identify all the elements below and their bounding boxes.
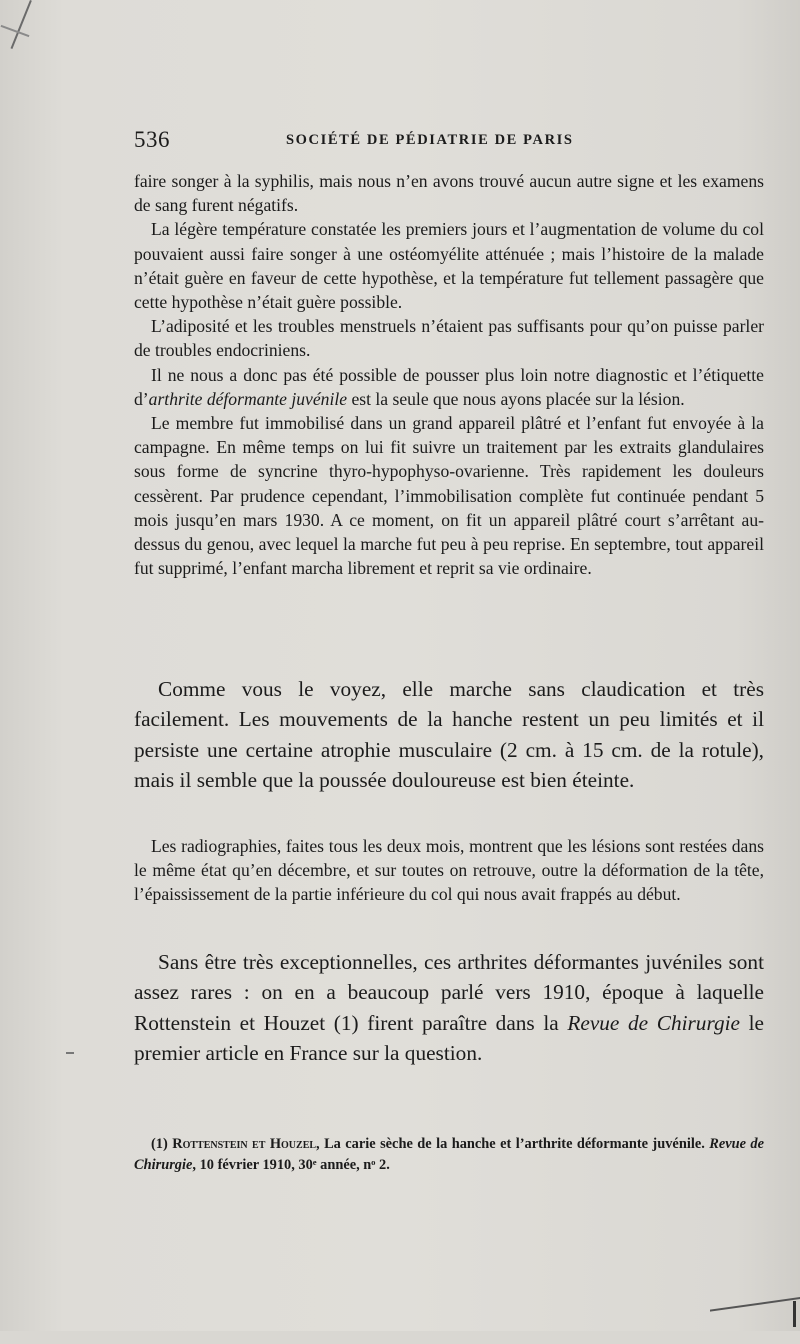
- scan-edge-bar: [793, 1301, 796, 1327]
- paragraph-treatment: Le membre fut immobilisé dans un grand appareil plâtré et l’enfant fut envoyée à la campagne. En même temps on lui fit suivre un traitement par les extraits glandulaires sous forme de syncrine thyro-hypophyso-ovarienne. Très rapidement les douleurs cessèrent. Par prudence cependant, l’immobilisation complète fut continuée pendant 5 mois jusqu’en mars 1930. A ce moment, on fit un appareil plâtré court s’arrêtant au-dessus du genou, avec lequel la marche fut peu à peu reprise. En septembre, tout appareil fut supprimé, l’enfant marcha librement et reprit sa vie ordinaire.: [134, 413, 764, 579]
- footnote-title: , La carie sèche de la hanche et l’arthrite déformante juvénile.: [316, 1136, 710, 1152]
- running-title: SOCIÉTÉ DE PÉDIATRIE DE PARIS: [286, 132, 574, 148]
- paragraph-continuation: faire songer à la syphilis, mais nous n’en avons trouvé aucun autre signe et les examens de sang furent négatifs.: [134, 171, 764, 216]
- diagnosis-term: arthrite déformante juvénile: [148, 388, 348, 409]
- paragraph-adiposity: L’adiposité et les troubles menstruels n’étaient pas suffisants pour qu’on puisse parler de troubles endocriniens.: [134, 316, 764, 361]
- paragraph-diagnosis: [134, 363, 764, 411]
- footnote-authors: Rottenstein et Houzel: [172, 1136, 317, 1152]
- paragraph-discussion: [134, 947, 764, 1069]
- diagnosis-text-end: est la seule que nous ayons placée sur la lésion.: [347, 388, 685, 409]
- footnote-journal: Revue de Chirurgie: [134, 1136, 765, 1173]
- page-number: 536: [134, 127, 170, 152]
- discussion-text-start: Sans être très exceptionnelles, ces arthrites déformantes juvéniles sont assez rares : on en a beaucoup parlé vers 1910, époque à laquelle Rottenstein et Houzet (1) firent paraître dans la: [134, 950, 764, 1035]
- margin-mark: [66, 1052, 74, 1054]
- footnote: [134, 1134, 764, 1176]
- footnote-details: , 10 février 1910, 30ᵉ année, nᵒ 2.: [192, 1157, 390, 1173]
- paragraph-radiographs: Les radiographies, faites tous les deux mois, montrent que les lésions sont restées dans le même état qu’en décembre, et sur toutes on retrouve, outre la déformation de la tête, l’épaississement de la partie inférieure du col qui nous avait frappés au début.: [134, 836, 764, 905]
- diagnosis-text-start: Il ne nous a donc pas été possible de pousser plus loin notre diagnostic et l’étiquette d’: [134, 364, 764, 409]
- scan-edge-mark: [710, 1297, 800, 1344]
- discussion-text-end: le premier article en France sur la question.: [134, 1010, 764, 1066]
- page-header: [134, 127, 764, 157]
- paragraph-temperature: La légère température constatée les premiers jours et l’augmentation de volume du col pouvaient aussi faire songer à une ostéomyélite atténuée ; mais l’histoire de la malade n’était guère en faveur de cette hypothèse, et la température fut tellement passagère que cette hypothèse n’était guère possible.: [134, 219, 764, 313]
- journal-title: Revue de Chirurgie: [567, 1010, 740, 1035]
- scan-corner-mark: [11, 0, 32, 49]
- footnote-marker: (1): [151, 1136, 173, 1152]
- body-small-section-1: [134, 169, 764, 580]
- paragraph-current-state: Comme vous le voyez, elle marche sans claudication et très facilement. Les mouvements de la hanche restent un peu limités et il persiste une certaine atrophie musculaire (2 cm. à 15 cm. de la rotule), mais il semble que la poussée douloureuse est bien éteinte.: [134, 677, 764, 793]
